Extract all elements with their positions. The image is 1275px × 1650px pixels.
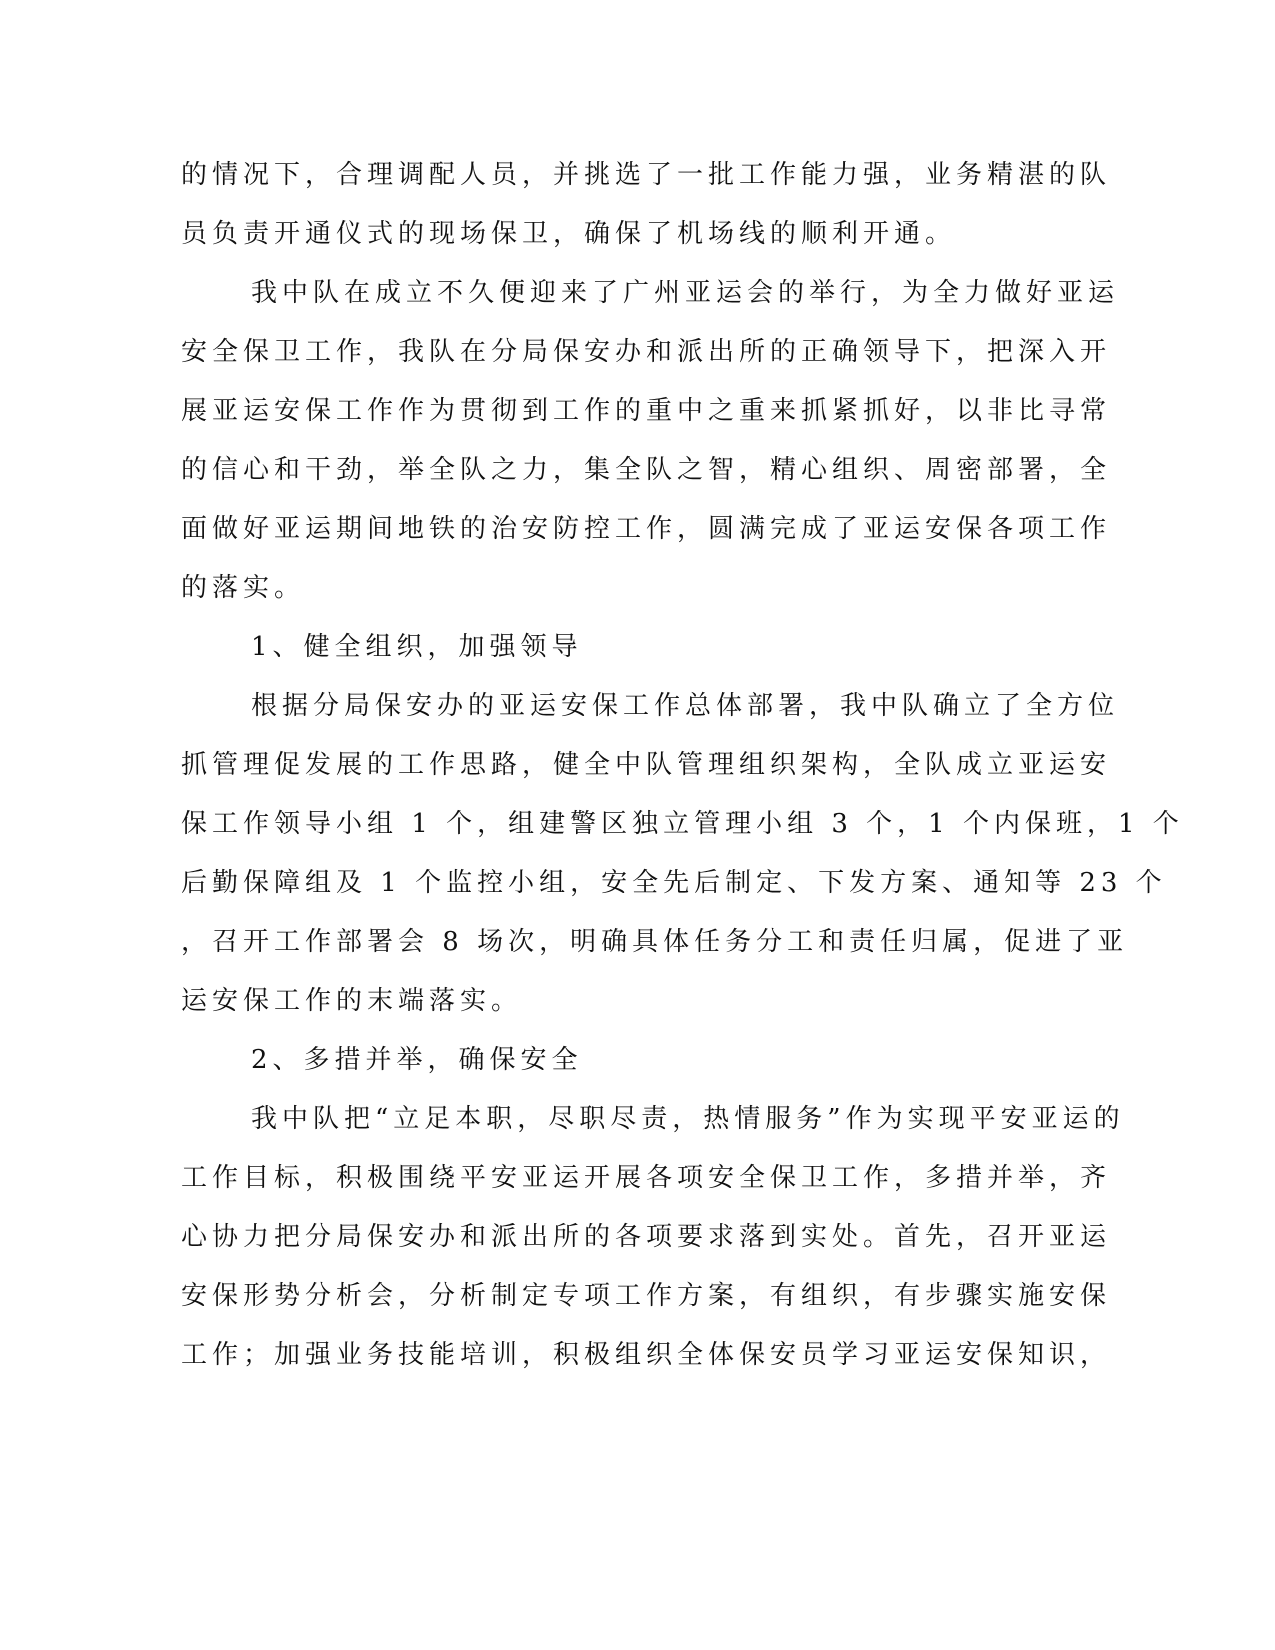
paragraph-line: 员负责开通仪式的现场保卫，确保了机场线的顺利开通。: [181, 219, 957, 249]
paragraph-line: 展亚运安保工作作为贯彻到工作的重中之重来抓紧抓好，以非比寻常: [181, 396, 1112, 426]
paragraph-line: 我中队把“立足本职，尽职尽责，热情服务”作为实现平安亚运的: [251, 1104, 1125, 1134]
paragraph-line: 后勤保障组及 1 个监控小组，安全先后制定、下发方案、通知等 23 个: [181, 868, 1167, 898]
paragraph-line: 的落实。: [181, 573, 306, 603]
paragraph-line: 运安保工作的末端落实。: [181, 986, 523, 1016]
paragraph-line: 面做好亚运期间地铁的治安防控工作，圆满完成了亚运安保各项工作: [181, 514, 1112, 544]
paragraph-line: 抓管理促发展的工作思路，健全中队管理组织架构，全队成立亚运安: [181, 750, 1112, 780]
paragraph-line: 工作目标，积极围绕平安亚运开展各项安全保卫工作，多措并举，齐: [181, 1163, 1112, 1193]
paragraph-line: 安全保卫工作，我队在分局保安办和派出所的正确领导下，把深入开: [181, 337, 1112, 367]
paragraph-line: 我中队在成立不久便迎来了广州亚运会的举行，为全力做好亚运: [251, 278, 1120, 308]
paragraph-line: 保工作领导小组 1 个，组建警区独立管理小组 3 个，1 个内保班，1 个: [181, 809, 1184, 839]
section-heading: 1、健全组织，加强领导: [251, 632, 583, 662]
paragraph-line: 的情况下，合理调配人员，并挑选了一批工作能力强，业务精湛的队: [181, 160, 1112, 190]
section-heading: 2、多措并举，确保安全: [251, 1045, 583, 1075]
paragraph-line: 工作；加强业务技能培训，积极组织全体保安员学习亚运安保知识，: [181, 1340, 1112, 1370]
paragraph-line: 的信心和干劲，举全队之力，集全队之智，精心组织、周密部署，全: [181, 455, 1112, 485]
paragraph-line: 心协力把分局保安办和派出所的各项要求落到实处。首先，召开亚运: [181, 1222, 1112, 1252]
paragraph-line: ，召开工作部署会 8 场次，明确具体任务分工和责任归属，促进了亚: [181, 927, 1129, 957]
paragraph-line: 根据分局保安办的亚运安保工作总体部署，我中队确立了全方位: [251, 691, 1120, 721]
paragraph-line: 安保形势分析会，分析制定专项工作方案，有组织，有步骤实施安保: [181, 1281, 1112, 1311]
